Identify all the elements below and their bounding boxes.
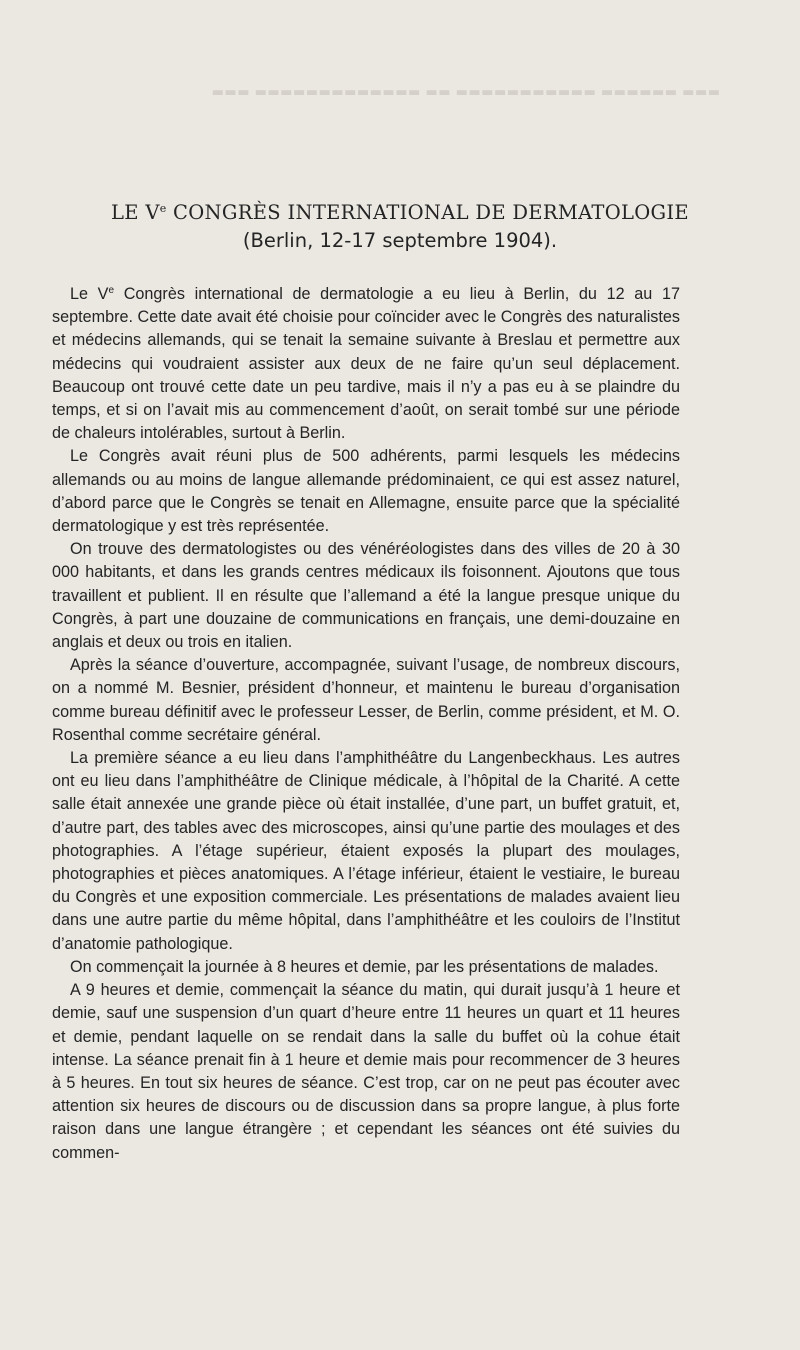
title-superscript: e: [159, 202, 167, 215]
paragraph-6: On commençait la journée à 8 heures et demie, par les présentations de malades.: [70, 957, 659, 976]
paragraph-1: [52, 283, 680, 445]
paragraph-2: Le Congrès avait réuni plus de 500 adhérents, parmi lesquels les médecins allemands ou au moins de langue allemande prédominaient, ce qui est assez naturel, d’abord parce que le Congrès se tenait en Allemagne, ensuite parce que la spécialité dermatologique y est très représentée.: [52, 447, 680, 536]
paragraph-1-lead: Le V: [70, 285, 109, 303]
article-subtitle: (Berlin, 12-17 septembre 1904).: [242, 229, 558, 252]
title-prefix: LE V: [111, 201, 160, 224]
paragraph-5: La première séance a eu lieu dans l’amphithéâtre du Langenbeckhaus. Les autres ont eu lieu dans l’amphithéâtre de Clinique médicale, à l’hôpital de la Charité. A cette salle était annexée une grande pièce où était installée, d’une part, un buffet gratuit, et, d’autre part, des tables avec des microscopes, ainsi qu’une partie des moulages et des photographies. A l’étage supérieur, étaient exposés la plupart des moulages, photographies et pièces anatomiques. A l’étage inférieur, étaient le vestiaire, le bureau du Congrès et une exposition commerciale. Les présentations de malades avaient lieu dans une autre partie du même hôpital, dans l’amphithéâtre et les couloirs de l’Institut d’anatomie pathologique.: [52, 749, 680, 953]
article-body: [52, 283, 680, 1165]
paragraph-1-superscript: e: [108, 285, 115, 296]
title-rest: CONGRÈS INTERNATIONAL DE DERMATOLOGIE: [166, 201, 689, 224]
paragraph-1-text: Congrès international de dermatologie a eu lieu à Berlin, du 12 au 17 septembre. Cette date avait été choisie pour coïncider avec le Congrès des naturalistes et médecins allemands, qui se tenait la semaine suivante à Breslau et permettre aux médecins qui voudraient assister aux deux de ne faire qu’un seul déplacement. Beaucoup ont trouvé cette date un peu tardive, mais il n’y a pas eu à se plaindre du temps, et si on l’avait mis au commencement d’août, on serait tombé sur une période de chaleurs intolérables, surtout à Berlin.: [52, 285, 680, 443]
bleed-through-shadow: ▬▬▬ ▬▬▬▬▬▬ ▬▬▬▬▬▬▬▬▬▬▬ ▬▬ ▬▬▬▬▬▬▬▬▬▬▬▬▬ ▬▬▬: [211, 85, 720, 100]
paragraph-7: A 9 heures et demie, commençait la séance du matin, qui durait jusqu’à 1 heure et demie, sauf une suspension d’un quart d’heure entre 11 heures un quart et 11 heures et demie, pendant laquelle on se rendait dans la salle du buffet où la cohue était intense. La séance prenait fin à 1 heure et demie mais pour recommencer de 3 heures à 5 heures. En tout six heures de séance. C’est trop, car on ne peut pas écouter avec attention six heures de discours ou de discussion dans sa propre langue, à plus forte raison dans une langue étrangère ; et cependant les séances ont été suivies du commen-: [52, 981, 680, 1162]
article-title: [0, 201, 800, 224]
paragraph-4: Après la séance d’ouverture, accompagnée, suivant l’usage, de nombreux discours, on a nommé M. Besnier, président d’honneur, et maintenu le bureau d’organisation comme bureau définitif avec le professeur Lesser, de Berlin, comme président, et M. O. Rosenthal comme secrétaire général.: [52, 656, 680, 744]
paragraph-3: On trouve des dermatologistes ou des vénéréologistes dans des villes de 20 à 30 000 habitants, et dans les grands centres médicaux ils foisonnent. Ajoutons que tous travaillent et publient. Il en résulte que l’allemand a été la langue presque unique du Congrès, à part une douzaine de communications en français, une demi-douzaine en anglais et deux ou trois en italien.: [52, 540, 680, 652]
